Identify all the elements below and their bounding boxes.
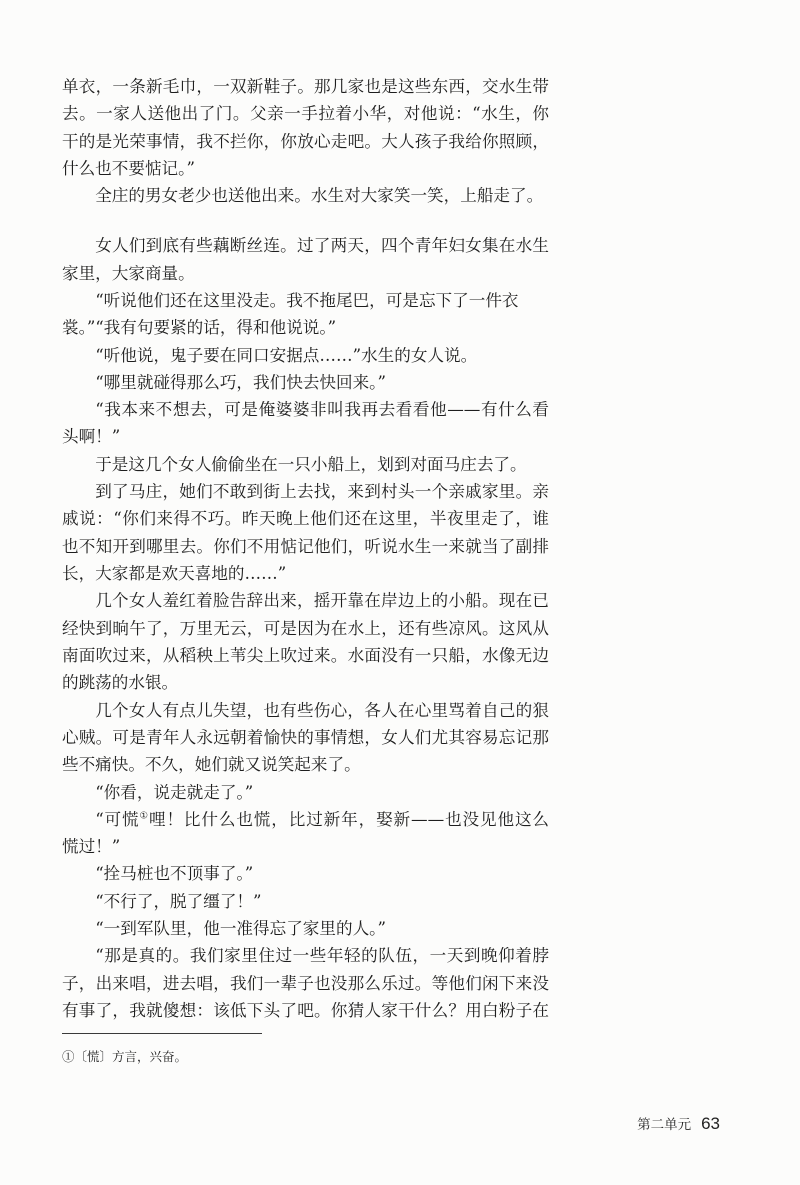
text-line: 几个女人有点儿失望，也有些伤心，各人在心里骂着自己的狠 [95,700,549,720]
body-text [62,73,549,1024]
text-line: 去。一家人送他出了门。父亲一手拉着小华，对他说：“水生，你 [62,104,549,124]
text-line: 长，大家都是欢天喜地的……” [62,564,287,583]
paragraph [62,697,549,779]
paragraph [62,587,549,696]
text-line: “一到军队里，他一准得忘了家里的人。” [95,919,386,939]
text-line: 的跳荡的水银。 [62,673,179,693]
text-line: 头啊！” [62,427,121,447]
text-line: “听他说，鬼子要在同口安据点……”水生的女人说。 [95,345,478,365]
text-line: “听说他们还在这里没走。我不拖尾巴，可是忘下了一件衣裳。” [62,290,519,338]
text-line: 干的是光荣事情，我不拦你，你放心走吧。大人孩子我给你照顾， [62,131,549,151]
text-section [62,232,549,1024]
text-segment: 哩！比什么也慌，比过新年，娶新——也没见他这么 [148,809,550,829]
unit-label: 第二单元 [637,1117,692,1133]
text-line: “我本来不想去，可是俺婆婆非叫我再去看看他——有什么看 [95,400,549,420]
text-segment: “可慌 [95,809,140,829]
footnote [62,1047,187,1067]
text-line [62,806,549,833]
text-line: 什么也不要惦记。” [62,158,195,178]
paragraph [62,942,549,1024]
paragraph [62,806,549,861]
footnote-marker: ① [62,1049,75,1064]
paragraph [62,369,549,396]
text-line: 全庄的男女老少也送他出来。水生对大家笑一笑，上船走了。 [95,186,544,206]
text-line: 经快到晌午了，万里无云，可是因为在水上，还有些凉风。这风从 [62,618,549,638]
text-line: “不行了，脱了缰了！” [95,891,262,911]
text-line: “拴马桩也不顶事了。” [95,864,254,884]
text-line: 也不知开到哪里去。你们不用惦记他们，听说水生一来就当了副排 [62,536,549,556]
paragraph [62,451,549,478]
paragraph [62,182,549,209]
paragraph [62,396,549,451]
footnote-divider [62,1033,262,1034]
text-line: 有事了，我就傻想：该低下头了吧。你猜人家干什么？用白粉子在 [62,1001,549,1020]
paragraph [62,314,549,341]
text-line: 女人们到底有些藕断丝连。过了两天，四个青年妇女集在水生 [95,236,549,256]
paragraph [62,342,549,369]
footnote-text: 〔慌〕方言，兴奋。 [74,1049,188,1064]
footnote-ref: ① [139,810,149,822]
text-line: 家里，大家商量。 [62,263,195,283]
text-line: 戚说：“你们来得不巧。昨天晚上他们还在这里，半夜里走了，谁 [62,509,549,529]
text-line: 些不痛快。不久，她们就又说笑起来了。 [62,755,361,775]
text-line: 心贼。可是青年人永远朝着愉快的事情想，女人们尤其容易忘记那 [62,727,549,747]
paragraph [62,860,549,887]
paragraph [62,478,549,587]
paragraph [62,915,549,942]
page-number: 63 [701,1114,720,1133]
text-line: “你看，说走就走了。” [95,782,254,802]
text-line: “我有句要紧的话，得和他说说。” [95,318,337,338]
paragraph [62,232,549,287]
page-footer [637,1113,720,1134]
text-line: 南面吹过来，从稻秧上苇尖上吹过来。水面没有一只船，水像无边 [62,645,549,665]
text-line: 慌过！” [62,837,121,857]
text-section [62,73,549,210]
paragraph [62,888,549,915]
text-line: 单衣，一条新毛巾，一双新鞋子。那几家也是这些东西，交水生带 [62,77,549,96]
text-line: “哪里就碰得那么巧，我们快去快回来。” [95,372,386,392]
text-line: 到了马庄，她们不敢到街上去找，来到村头一个亲戚家里。亲 [95,482,549,502]
paragraph [62,779,549,806]
text-line: 子，出来唱，进去唱，我们一辈子也没那么乐过。等他们闲下来没 [62,973,549,993]
paragraph [62,73,549,182]
text-line: 于是这几个女人偷偷坐在一只小船上，划到对面马庄去了。 [95,454,527,474]
text-line: “那是真的。我们家里住过一些年轻的队伍，一天到晚仰着脖 [95,946,549,966]
text-line: 几个女人羞红着脸告辞出来，摇开靠在岸边上的小船。现在已 [95,591,549,611]
